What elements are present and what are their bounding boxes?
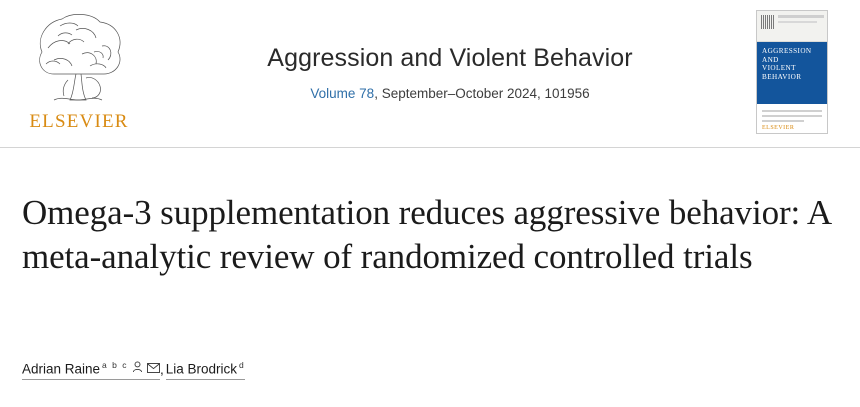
journal-title-block	[160, 44, 740, 101]
author-email-icon[interactable]	[147, 361, 160, 376]
cover-top-text-line-1	[778, 15, 824, 18]
journal-issue-meta	[160, 86, 740, 101]
author-entry-2[interactable]	[166, 360, 246, 380]
author-affiliation-markers[interactable]: d	[239, 360, 246, 370]
cover-title-band	[757, 42, 827, 104]
author-entry-1[interactable]	[22, 360, 160, 380]
journal-issue-date: , September–October 2024, 101956	[374, 86, 590, 101]
cover-top-strip	[757, 11, 827, 42]
page-title: Omega-3 supplementation reduces aggressive behavior: A meta-analytic review of randomized controlled trials	[22, 193, 831, 277]
cover-publisher-wordmark: ELSEVIER	[762, 125, 795, 131]
author-profile-icon[interactable]	[132, 361, 143, 376]
journal-cover-thumbnail[interactable]	[756, 10, 828, 134]
author-affiliation-markers[interactable]: a b c	[102, 360, 128, 370]
cover-title-line-2: AND	[762, 55, 779, 64]
journal-header	[0, 0, 860, 148]
journal-title: Aggression and Violent Behavior	[267, 44, 633, 72]
author-separator: ,	[159, 361, 164, 377]
article-title-block	[22, 168, 844, 303]
elsevier-tree-logo-icon	[24, 8, 134, 110]
cover-bottom-strip	[757, 104, 827, 134]
author-name[interactable]: Lia Brodrick	[165, 361, 238, 377]
cover-title-line-1: AGGRESSION	[762, 47, 812, 55]
barcode-icon	[761, 15, 774, 29]
cover-top-text-line-2	[778, 21, 817, 23]
cover-placeholder-lines	[762, 110, 822, 125]
author-name[interactable]: Adrian Raine	[22, 361, 101, 377]
cover-title-line-3: VIOLENT	[762, 64, 796, 73]
elsevier-wordmark: ELSEVIER	[29, 111, 129, 132]
elsevier-logo	[18, 8, 140, 136]
cover-title-line-4: BEHAVIOR	[762, 72, 802, 81]
author-list	[22, 360, 245, 380]
journal-volume-link[interactable]: Volume 78	[310, 86, 375, 101]
